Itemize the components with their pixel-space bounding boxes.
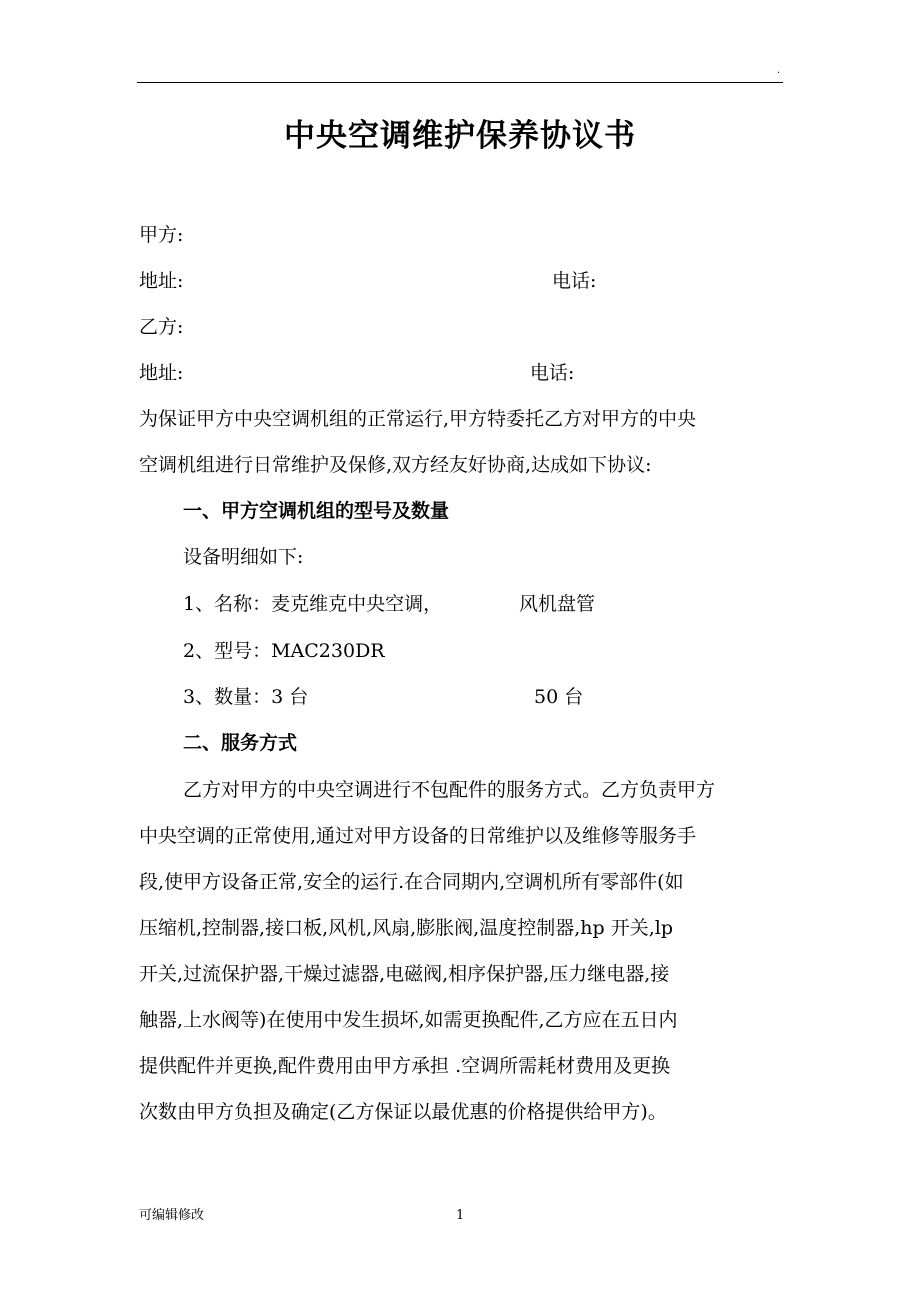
party-b-label: 乙方: bbox=[139, 316, 184, 338]
party-b-address-label: 地址: bbox=[139, 362, 184, 384]
section1-heading: 一、甲方空调机组的型号及数量 bbox=[183, 500, 450, 522]
party-b-phone-label: 电话: bbox=[530, 362, 575, 384]
body-line: 段,使甲方设备正常,安全的运行.在合同期内,空调机所有零部件(如 bbox=[139, 871, 684, 893]
equipment-model: 2、型号：MAC230DR bbox=[183, 640, 385, 662]
footer-note: 可编辑修改 bbox=[139, 1208, 205, 1223]
intro-line: 为保证甲方中央空调机组的正常运行,甲方特委托乙方对甲方的中央 bbox=[139, 408, 697, 430]
body-line: 次数由甲方负担及确定(乙方保证以最优惠的价格提供给甲方)。 bbox=[139, 1101, 667, 1123]
body-line: 触器,上水阀等)在使用中发生损坏,如需更换配件,乙方应在五日内 bbox=[139, 1009, 678, 1031]
body-line: 提供配件并更换,配件费用由甲方承担 .空调所需耗材费用及更换 bbox=[139, 1055, 671, 1077]
section2-heading: 二、服务方式 bbox=[183, 732, 298, 754]
party-a-label: 甲方: bbox=[139, 224, 184, 246]
body-line: 中央空调的正常使用,通过对甲方设备的日常维护以及维修等服务手 bbox=[139, 825, 697, 847]
body-line: 压缩机,控制器,接口板,风机,风扇,膨胀阀,温度控制器,hp 开关,lp bbox=[139, 917, 673, 939]
detail-intro: 设备明细如下: bbox=[183, 546, 304, 568]
intro-line: 空调机组进行日常维护及保修,双方经友好协商,达成如下协议: bbox=[139, 454, 652, 476]
body-line: 开关,过流保护器,干燥过滤器,电磁阀,相序保护器,压力继电器,接 bbox=[139, 963, 670, 985]
equipment-name: 1、名称：麦克维克中央空调， bbox=[183, 593, 443, 615]
party-a-address-label: 地址: bbox=[139, 270, 184, 292]
party-a-phone-label: 电话: bbox=[552, 270, 597, 292]
header-rule bbox=[137, 82, 783, 83]
body-line: 乙方对甲方的中央空调进行不包配件的服务方式。乙方负责甲方 bbox=[183, 779, 716, 801]
equipment-quantity: 3、数量：3 台 bbox=[183, 686, 309, 708]
page-number: 1 bbox=[456, 1208, 465, 1223]
header-mark: . bbox=[777, 65, 781, 76]
document-title: 中央空调维护保养协议书 bbox=[284, 118, 636, 154]
equipment-quantity-extra: 50 台 bbox=[534, 686, 584, 708]
equipment-name-extra: 风机盘管 bbox=[519, 593, 596, 615]
